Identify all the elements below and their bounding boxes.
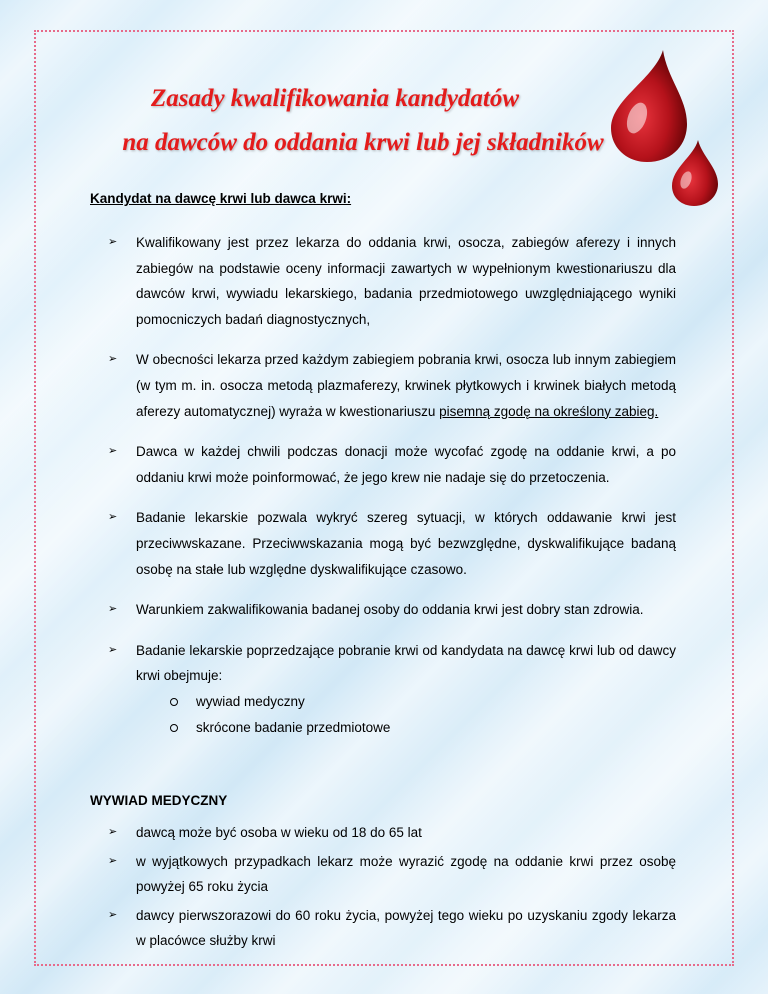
arrow-bullet-icon: ➢ — [108, 603, 118, 616]
list-item: ➢ W obecności lekarza przed każdym zabiegiem pobrania krwi, osocza lub innym zabiegiem (w tym m. in. osocza metodą plazmaferezy, krwinek płytkowych i krwinek białych metodą aferezy automatycznej) wyraża w kwestionariuszu pisemną zgodę na określony zabieg. — [108, 347, 676, 424]
interview-list — [108, 820, 676, 954]
list-item: ➢ Kwalifikowany jest przez lekarza do oddania krwi, osocza, zabiegów aferezy i innych zabiegów na podstawie oceny informacji zawartych w wypełnionym kwestionariuszu dla dawców krwi, wywiadu lekarskiego, badania przedmiotowego uwzględniającego wyniki pomocniczych badań diagnostycznych, — [108, 230, 676, 332]
list-item: ➢ Warunkiem zakwalifikowania badanej osoby do oddania krwi jest dobry stan zdrowia. — [108, 597, 676, 623]
candidate-list — [108, 230, 676, 740]
list-item: ➢ dawcy pierwszorazowi do 60 roku życia, powyżej tego wieku po uzyskaniu zgody lekarza w placówce służby krwi — [108, 903, 676, 954]
list-item: ➢ w wyjątkowych przypadkach lekarz może wyrazić zgodę na oddanie krwi przez osobę powyżej 65 roku życia — [108, 849, 676, 900]
list-item: ➢ Badanie lekarskie poprzedzające pobranie krwi od kandydata na dawcę krwi lub od dawcy krwi obejmuje: wywiad medyczny skrócone badanie przedmiotowe — [108, 638, 676, 740]
arrow-bullet-icon: ➢ — [108, 353, 118, 366]
circle-bullet-icon — [170, 724, 178, 732]
list-item: ➢ dawcą może być osoba w wieku od 18 do 65 lat — [108, 820, 676, 846]
arrow-bullet-icon: ➢ — [108, 854, 118, 867]
exam-sublist — [136, 689, 676, 740]
list-item: ➢ Badanie lekarskie pozwala wykryć szereg sytuacji, w których oddawanie krwi jest przeciwwskazane. Przeciwwskazania mogą być bezwzględne, dyskwalifikujące badaną osobę na stałe lub względne dyskwalifikujące czasowo. — [108, 505, 676, 582]
section-heading-interview: WYWIAD MEDYCZNY — [90, 793, 228, 808]
arrow-bullet-icon: ➢ — [108, 236, 118, 248]
arrow-bullet-icon: ➢ — [108, 908, 118, 921]
arrow-bullet-icon: ➢ — [108, 826, 118, 838]
page-title-line1: Zasady kwalifikowania kandydatów — [150, 85, 520, 112]
arrow-bullet-icon: ➢ — [108, 445, 118, 458]
arrow-bullet-icon: ➢ — [108, 511, 118, 524]
underlined-consent-text: pisemną zgodę na określony zabieg. — [439, 403, 659, 419]
blood-drop-icon — [668, 138, 722, 208]
arrow-bullet-icon: ➢ — [108, 643, 118, 656]
list-item: ➢ Dawca w każdej chwili podczas donacji może wycofać zgodę na oddanie krwi, a po oddaniu krwi może poinformować, że jego krew nie nadaje się do przetoczenia. — [108, 439, 676, 490]
section-heading-candidate: Kandydat na dawcę krwi lub dawca krwi: — [90, 191, 352, 206]
sublist-item: skrócone badanie przedmiotowe — [170, 715, 676, 741]
page-title-line2: na dawców do oddania krwi lub jej składników — [122, 129, 604, 156]
sublist-item: wywiad medyczny — [170, 689, 676, 715]
circle-bullet-icon — [170, 698, 178, 706]
